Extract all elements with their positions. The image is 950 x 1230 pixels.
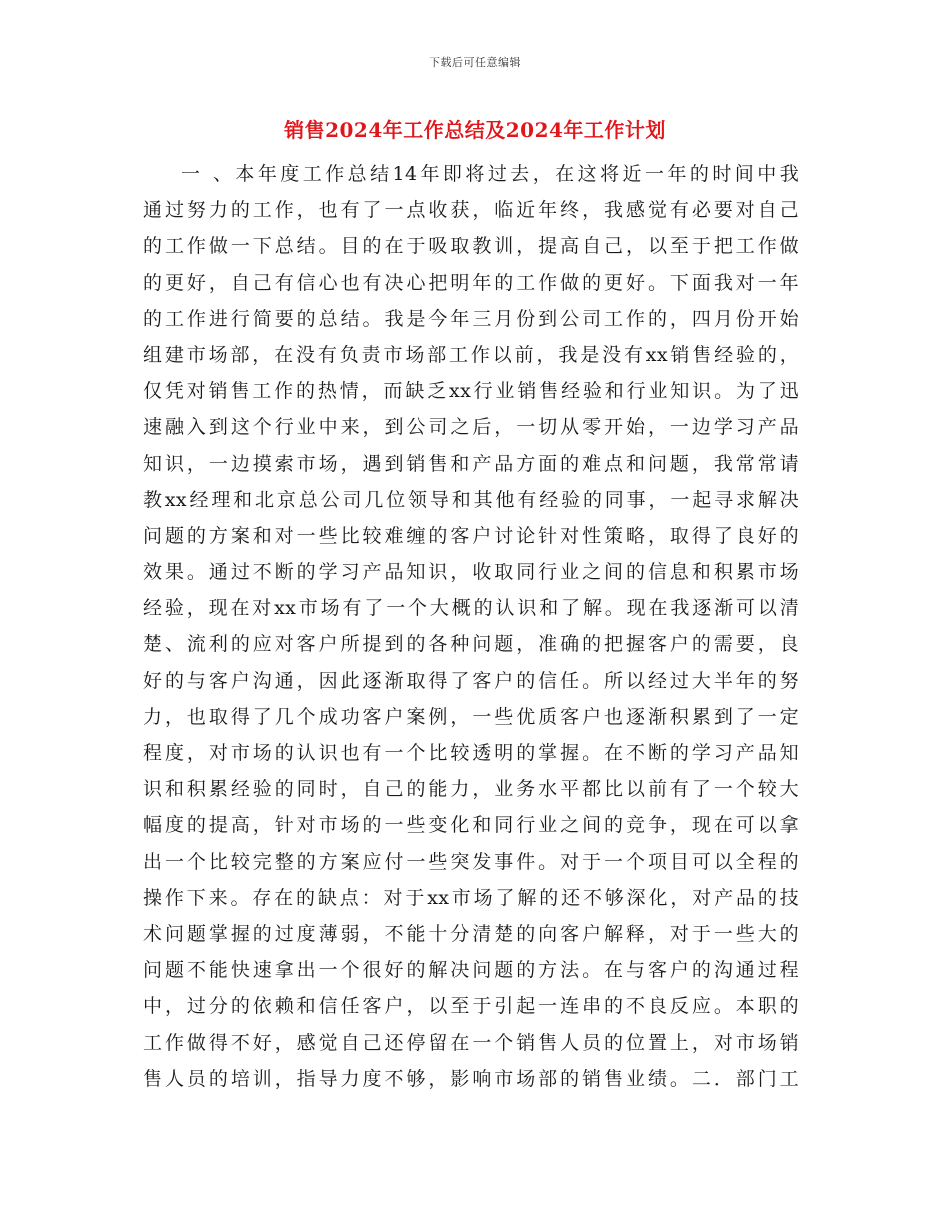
body-line: 经验，现在对xx市场有了一个大概的认识和了解。现在我逐渐可以清 [143, 597, 799, 620]
body-line: 问题不能快速拿出一个很好的解决问题的方法。在与客户的沟通过程 [143, 959, 799, 982]
body-line: 楚、流利的应对客户所提到的各种问题，准确的把握客户的需要，良 [143, 633, 799, 656]
body-line: 出一个比较完整的方案应付一些突发事件。对于一个项目可以全程的 [143, 850, 799, 873]
body-line: 知识，一边摸索市场，遇到销售和产品方面的难点和问题，我常常请 [143, 452, 799, 475]
body-line: 的工作做一下总结。目的在于吸取教训，提高自己，以至于把工作做 [143, 235, 799, 258]
body-line: 术问题掌握的过度薄弱，不能十分清楚的向客户解释，对于一些大的 [143, 922, 799, 945]
body-line: 程度，对市场的认识也有一个比较透明的掌握。在不断的学习产品知 [143, 742, 799, 764]
body-line: 工作做得不好，感觉自己还停留在一个销售人员的位置上，对市场销 [143, 1031, 799, 1054]
body-line: 中，过分的依赖和信任客户，以至于引起一连串的不良反应。本职的 [143, 995, 799, 1018]
header-note: 下载后可任意编辑 [429, 56, 521, 69]
body-line: 一 、本年度工作总结14年即将过去，在这将近一年的时间中我 [181, 163, 799, 185]
body-paragraph [143, 156, 799, 1097]
body-line: 好的与客户沟通，因此逐渐取得了客户的信任。所以经过大半年的努 [143, 669, 799, 692]
body-line: 仅凭对销售工作的热情，而缺乏xx行业销售经验和行业知识。为了迅 [143, 380, 799, 403]
body-line: 教xx经理和北京总公司几位领导和其他有经验的同事，一起寻求解决 [143, 488, 799, 511]
body-line: 力，也取得了几个成功客户案例，一些优质客户也逐渐积累到了一定 [143, 705, 799, 728]
body-line: 幅度的提高，针对市场的一些变化和同行业之间的竞争，现在可以拿 [143, 814, 799, 837]
body-line: 组建市场部，在没有负责市场部工作以前，我是没有xx销售经验的， [143, 343, 799, 366]
body-line: 售人员的培训，指导力度不够，影响市场部的销售业绩。二．部门工 [143, 1067, 799, 1090]
body-line: 的工作进行简要的总结。我是今年三月份到公司工作的，四月份开始 [143, 307, 799, 330]
document-title: 销售2024年工作总结及2024年工作计划 [284, 118, 666, 142]
body-line: 识和积累经验的同时，自己的能力，业务水平都比以前有了一个较大 [143, 778, 799, 801]
body-line: 问题的方案和对一些比较难缠的客户讨论针对性策略，取得了良好的 [143, 524, 799, 547]
body-line: 通过努力的工作，也有了一点收获，临近年终，我感觉有必要对自己 [143, 199, 799, 222]
body-line: 操作下来。存在的缺点：对于xx市场了解的还不够深化，对产品的技 [143, 886, 799, 909]
body-line: 效果。通过不断的学习产品知识，收取同行业之间的信息和积累市场 [143, 561, 799, 584]
body-line: 速融入到这个行业中来，到公司之后，一切从零开始，一边学习产品 [143, 416, 799, 439]
body-line: 的更好，自己有信心也有决心把明年的工作做的更好。下面我对一年 [143, 271, 799, 294]
